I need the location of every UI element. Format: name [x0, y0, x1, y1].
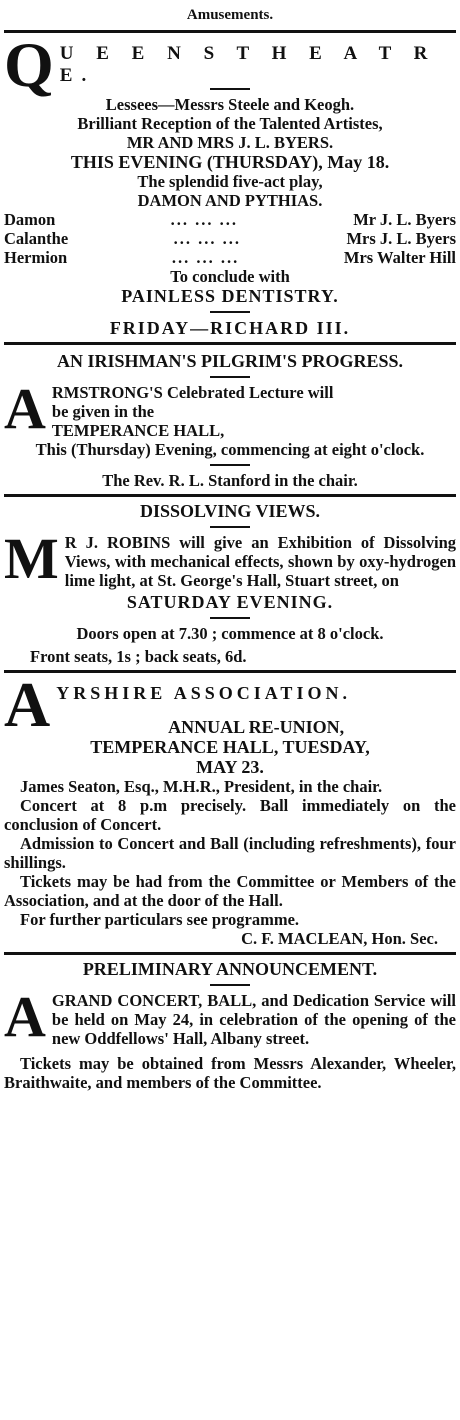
theatre-name: U E E N S T H E A T R E. — [59, 43, 437, 86]
short-rule — [210, 464, 250, 466]
views-seats: Front seats, 1s ; back seats, 6d. — [30, 647, 247, 666]
ad-dissolving-views — [4, 501, 456, 666]
short-rule — [210, 376, 250, 378]
tickets: Tickets may be had from the Committee or Members of the Association, and at the door of the Hall. — [4, 872, 456, 910]
views-title: DISSOLVING VIEWS. — [139, 501, 321, 521]
announcement-tickets: Tickets may be obtained from Messrs Alexander, Wheeler, Braithwaite, and members of the Committee. — [4, 1054, 456, 1092]
newspaper-column — [0, 4, 460, 1420]
drop-cap: Q — [4, 29, 54, 100]
rule — [4, 342, 456, 345]
announcement-body: GRAND CONCERT, BALL, and Dedication Service will be held on May 24, in celebration of the opening of the new Oddfellows' Hall, Albany street. — [51, 991, 456, 1048]
association-name: YRSHIRE ASSOCIATION. — [56, 683, 351, 703]
lecture-line: be given in the — [51, 402, 155, 421]
artistes: MR AND MRS J. L. BYERS. — [126, 133, 334, 152]
signature: C. F. MACLEAN, Hon. Sec. — [241, 929, 438, 948]
concert-time: Concert at 8 p.m precisely. Ball immediately on the conclusion of Concert. — [4, 796, 456, 834]
lessees: Lessees—Messrs Steele and Keogh. — [105, 95, 355, 114]
lecture-line: RMSTRONG'S Celebrated Lecture will — [51, 383, 334, 402]
admission: Admission to Concert and Ball (including refreshments), four shillings. — [4, 834, 456, 872]
ad-ayrshire-association — [4, 669, 456, 948]
drop-cap: A — [4, 669, 51, 740]
views-doors: Doors open at 7.30 ; commence at 8 o'clock. — [76, 624, 384, 643]
reception: Brilliant Reception of the Talented Artistes, — [77, 114, 383, 133]
drop-cap: A — [4, 376, 46, 441]
short-rule — [210, 311, 250, 313]
play-title: DAMON AND PYTHIAS. — [137, 191, 323, 210]
short-rule — [210, 88, 250, 90]
reunion-venue: TEMPERANCE HALL, TUESDAY, — [90, 737, 370, 757]
president: James Seaton, Esq., M.H.R., President, in the chair. — [20, 777, 383, 796]
lecture-hall: TEMPERANCE HALL, — [51, 421, 225, 440]
short-rule — [210, 617, 250, 619]
friday-bill: FRIDAY—RICHARD III. — [109, 318, 351, 338]
reunion: ANNUAL RE-UNION, — [168, 717, 345, 737]
ad-preliminary-announcement — [4, 959, 456, 1092]
views-body: R J. ROBINS will give an Exhibition of Dissolving Views, with mechanical effects, shown by oxy-hydrogen lime light, at St. George's Hall, Stuart street, on — [64, 533, 456, 590]
evening: THIS EVENING (THURSDAY), May 18. — [70, 152, 390, 172]
rule — [4, 30, 456, 33]
further-particulars: For further particulars see programme. — [20, 910, 300, 929]
reunion-date: MAY 23. — [196, 757, 264, 777]
views-evening: SATURDAY EVENING. — [126, 592, 334, 612]
rule — [4, 670, 456, 673]
splendid: The splendid five-act play, — [137, 172, 323, 191]
lecture-chair: The Rev. R. L. Stanford in the chair. — [102, 471, 358, 490]
cast-row: Calanthe ... ... ... Mrs J. L. Byers — [4, 229, 456, 248]
ad-irishman-lecture — [4, 351, 456, 490]
lecture-title: AN IRISHMAN'S PILGRIM'S PROGRESS. — [56, 351, 404, 371]
rule — [4, 952, 456, 955]
cast-row: Damon ... ... ... Mr J. L. Byers — [4, 210, 456, 229]
drop-cap: M — [4, 526, 59, 591]
announcement-title: PRELIMINARY ANNOUNCEMENT. — [82, 959, 378, 979]
afterpiece: PAINLESS DENTISTRY. — [121, 286, 339, 306]
cast-row: Hermion ... ... ... Mrs Walter Hill — [4, 248, 456, 267]
ad-queens-theatre — [4, 29, 456, 338]
lecture-time: This (Thursday) Evening, commencing at eight o'clock. — [35, 440, 425, 459]
short-rule — [210, 984, 250, 986]
rule — [4, 494, 456, 497]
short-rule — [210, 526, 250, 528]
drop-cap: A — [4, 984, 46, 1049]
conclude: To conclude with — [170, 267, 290, 286]
section-header: Amusements. — [186, 7, 274, 23]
cast-list — [4, 210, 456, 267]
